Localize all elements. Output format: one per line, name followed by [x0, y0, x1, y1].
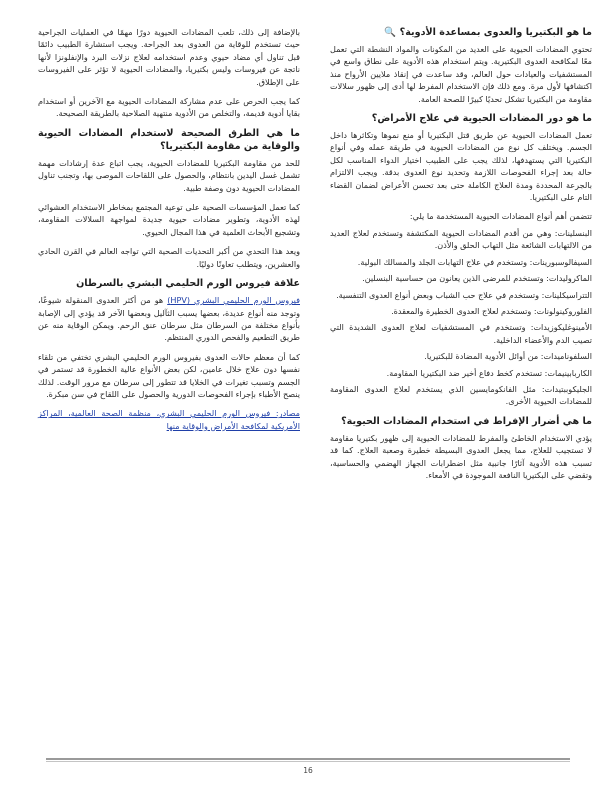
list-item: الماكروليدات: وتستخدم للمرضى الذين يعانون من حساسية البنسلين.: [362, 273, 592, 284]
paragraph: يؤدي الاستخدام الخاطئ والمفرط للمضادات الحيوية إلى ظهور بكتيريا مقاومة لا تستجيب للعلاج، مما يجعل العدوى البسيطة خطيرة وصعبة العلاج. كما قد تسبب هذه الأدوية آثارًا جانبية مثل اضطرابات الجهاز الهضمي والحساسية، وتقضي على البكتيريا النافعة الموجودة في الأمعاء.: [330, 432, 592, 480]
section-heading: ما هي الطرق الصحيحة لاستخدام المضادات الحيوية والوقاية من مقاومة البكتيريا؟: [38, 127, 300, 152]
left-column: [38, 26, 300, 439]
paragraph: تتضمن أهم أنواع المضادات الحيوية المستخدمة ما يلي:: [409, 211, 592, 222]
list-item: الفلوروكينولونات: وتستخدم لعلاج العدوى الخطيرة والمعقدة.: [391, 305, 592, 316]
paragraph: للحد من مقاومة البكتيريا للمضادات الحيوية، يجب اتباع عدة إرشادات مهمة تشمل غسل اليدين بانتظام، والحصول على اللقاحات الموصى بها، وتجنب تناول المضادات الحيوية دون وصفة طبية.: [38, 157, 300, 193]
list-item: الأمينوغليكوزيدات: وتستخدم في المستشفيات لعلاج العدوى الشديدة التي تصيب الدم والأعضاء الداخلية.: [330, 322, 592, 345]
list-item: السلفوناميدات: من أوائل الأدوية المضادة للبكتيريا.: [424, 351, 592, 362]
paragraph: كما أن معظم حالات العدوى بفيروس الورم الحليمي البشري تختفي من تلقاء نفسها دون علاج خلال عامين، لكن بعض الأنواع عالية الخطورة قد تستمر في الجسم وتسبب تغيرات في الخلايا قد تتطور إلى سرطان مع مرور الوقت. لذلك ينصح الأطباء بإجراء الفحوصات الدورية والحصول على اللقاح في سن مبكرة.: [38, 351, 300, 399]
list-item: الجليكوببتيدات: مثل الفانكومايسين الذي يستخدم لعلاج العدوى المقاومة للمضادات الحيوية الأخرى.: [330, 383, 592, 407]
paragraph: تحتوي المضادات الحيوية على العديد من المكونات والمواد النشطة التي تعمل معًا لمكافحة العدوى البكتيرية. ويتم استخدام هذه الأدوية على نطاق واسع في المستشفيات والعيادات حول العالم، وقد ساعدت في إنقاذ ملايين الأرواح منذ اكتشافها لأول مرة. ومع ذلك فإن الاستخدام المفرط لها أدى إلى ظهور سلالات مقاومة من البكتيريا تشكل تحديًا كبيرًا للصحة العامة.: [330, 44, 592, 104]
section-heading: علاقة فيروس الورم الحليمي البشري بالسرطان: [76, 278, 300, 290]
list-item: التتراسيكلينات: وتستخدم في علاج حب الشباب وبعض أنواع العدوى التنفسية.: [336, 289, 592, 300]
paragraph-with-link: [38, 294, 300, 344]
paragraph: بالإضافة إلى ذلك، تلعب المضادات الحيوية دورًا مهمًا في العمليات الجراحية حيث تستخدم للوقاية من العدوى بعد الجراحة. ويجب استشارة الطبيب دائمًا قبل تناول أي مضاد حيوي وعدم استخدامه لعلاج نزلات البرد والإنفلونزا لأنها ناتجة عن فيروسات وليس بكتيريا، والمضادات الحيوية لا تؤثر على الفيروسات على الإطلاق.: [38, 27, 300, 87]
footer-rule: [46, 758, 570, 760]
section-heading: ما هو دور المضادات الحيوية في علاج الأمراض؟: [371, 113, 592, 125]
paragraph: تعمل المضادات الحيوية عن طريق قتل البكتيريا أو منع نموها وتكاثرها داخل الجسم. ويختلف كل نوع من المضادات الحيوية في طريقة عمله وفي أنواع البكتيريا التي يستهدفها، لذلك يجب على الطبيب اختيار الدواء المناسب لكل حالة بعد إجراء الفحوصات اللازمة وتحديد نوع العدوى بدقة. ويجب الالتزام بالجرعة المحددة ومدة العلاج الكاملة حتى بعد تحسن الأعراض لضمان القضاء التام على البكتيريا.: [330, 130, 592, 203]
paragraph: كما يجب الحرص على عدم مشاركة المضادات الحيوية مع الآخرين أو استخدام بقايا أدوية قديمة، والتخلص من الأدوية منتهية الصلاحية بالطريقة الصحيحة.: [38, 96, 300, 119]
section-heading: ما هي أضرار الإفراط في استخدام المضادات الحيوية؟: [341, 415, 592, 427]
paragraph: ويعد هذا التحدي من أكبر التحديات الصحية التي تواجه العالم في القرن الحادي والعشرين، ويتطلب تعاونًا دوليًا.: [38, 246, 300, 269]
footer-rule-thin: [46, 761, 570, 762]
hpv-link[interactable]: فيروس الورم الحليمي البشري (HPV): [167, 295, 300, 306]
references-link[interactable]: مصادر: فيروس الورم الحليمي البشري، منظمة الصحة العالمية، المراكز الأمريكية لمكافحة الأمراض والوقاية منها: [38, 408, 300, 431]
paragraph-text: هو من أكثر العدوى المنقولة شيوعًا، وتوجد منه أنواع عديدة، بعضها يسبب الثآليل وبعضها الآخر قد يؤدي إلى الإصابة بأنواع مختلفة من السرطان مثل سرطان عنق الرحم. ويمكن الوقاية منه عن طريق التطعيم والفحص الدوري المنتظم.: [38, 295, 300, 343]
list-item: الكاربابينيمات: تستخدم كخط دفاع أخير ضد البكتيريا المقاومة.: [386, 367, 592, 378]
page-number: 16: [303, 766, 313, 775]
list-item: البنسلينات: وهي من أقدم المضادات الحيوية المكتشفة وتستخدم لعلاج العديد من الالتهابات الشائعة مثل التهاب الحلق والأذن.: [330, 227, 592, 251]
list-item: السيفالوسبورينات: وتستخدم في علاج التهابات الجلد والمسالك البولية.: [357, 256, 592, 267]
section-heading: ما هو البكتيريا والعدوى بمساعدة الأدوية؟ 🔍: [384, 27, 592, 38]
right-column: [330, 26, 592, 488]
paragraph: كما تعمل المؤسسات الصحية على توعية المجتمع بمخاطر الاستخدام العشوائي لهذه الأدوية، وتطوير مضادات حيوية جديدة لمواجهة السلالات المقاومة، وتشجيع الأبحاث العلمية في هذا المجال الحيوي.: [38, 202, 300, 237]
